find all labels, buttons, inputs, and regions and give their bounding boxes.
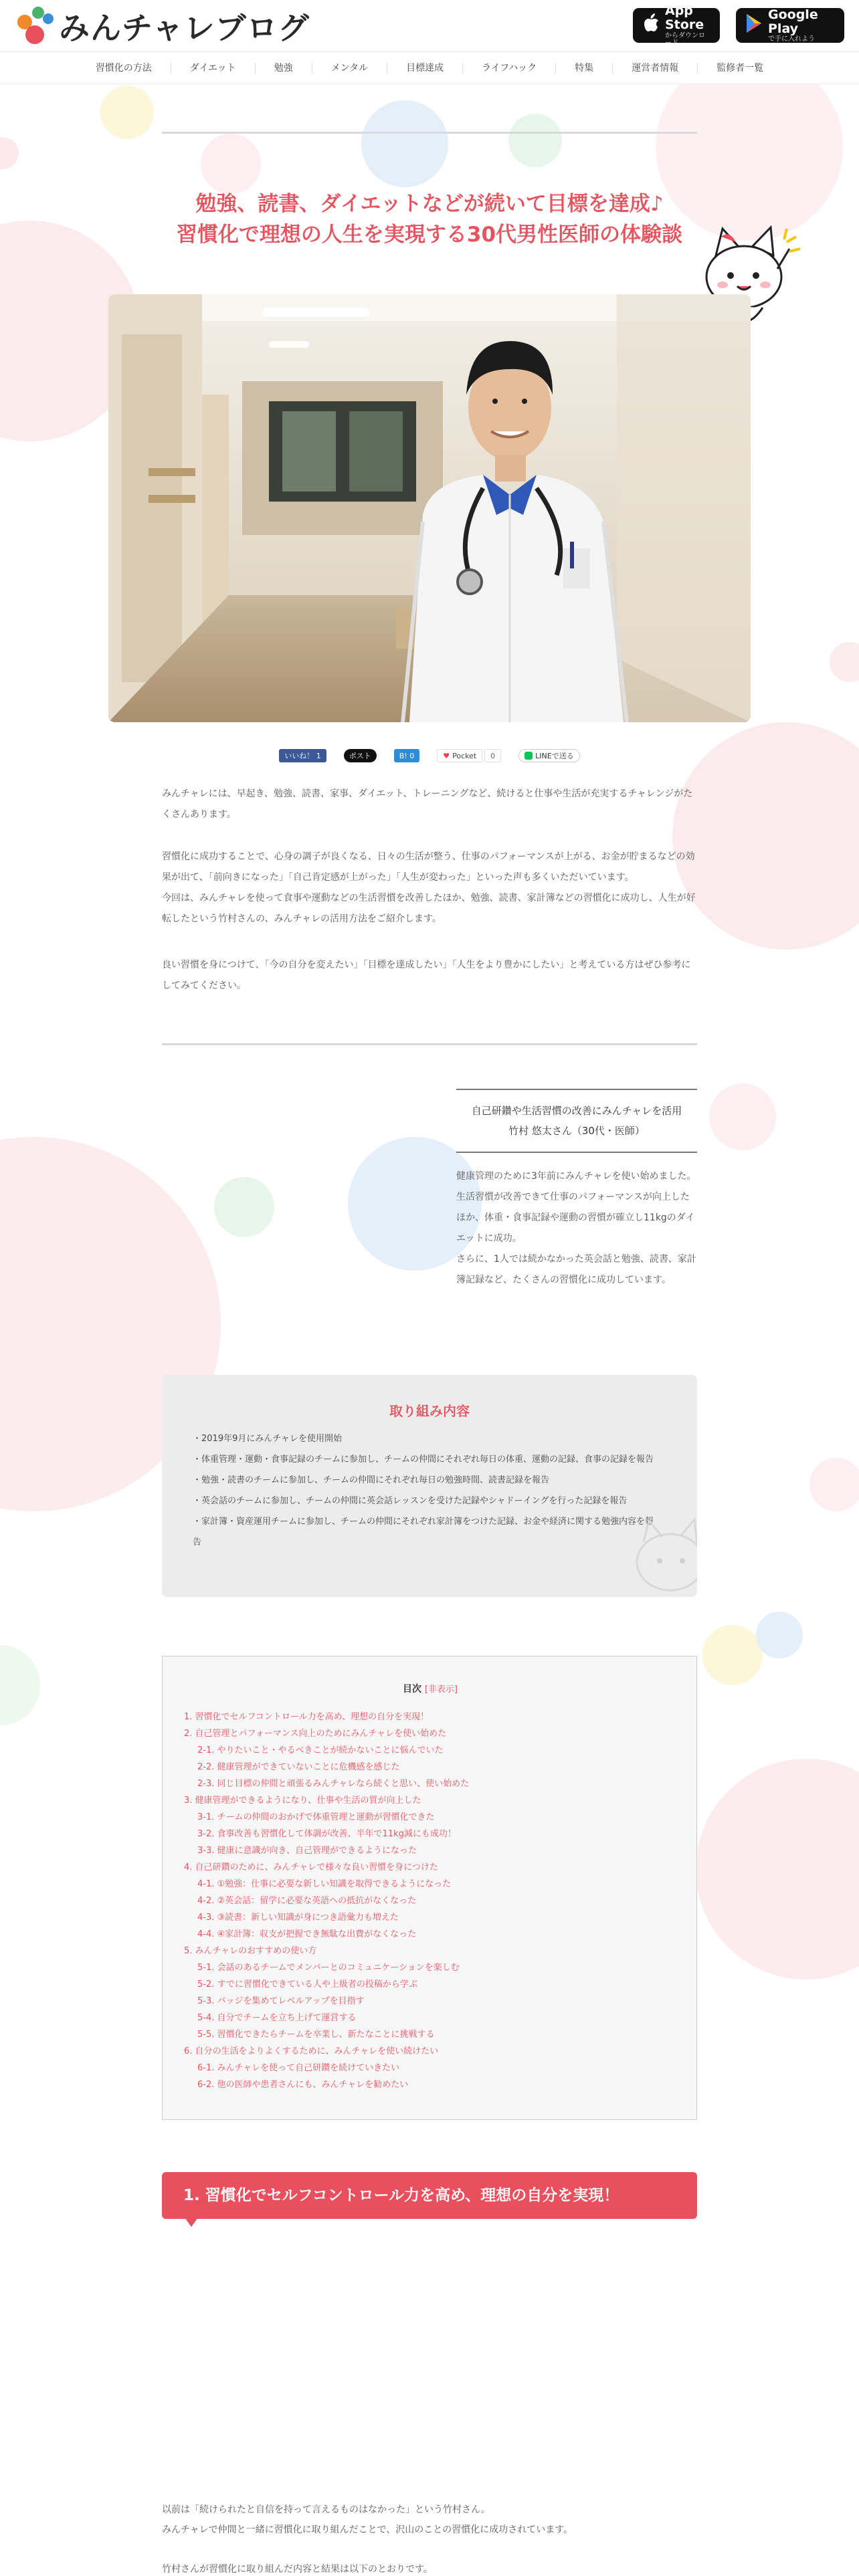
toc-link[interactable]: 4-3. ③読書：新しい知識が身につき語彙力も増えた xyxy=(197,1913,399,1923)
google-play-sublabel: で手に入れよう xyxy=(768,35,815,43)
profile-text-2: さらに、1人では続かなかった英会話と勉強、読書、家計簿記録など、たくさんの習慣化に成功しています。 xyxy=(456,1254,696,1285)
nav-item-lifehack[interactable]: ライフハック xyxy=(463,63,556,74)
toc-header xyxy=(163,1682,698,1695)
nav-item-goal[interactable]: 目標達成 xyxy=(387,63,463,74)
toc-link[interactable]: 3. 健康管理ができるようになり、仕事や生活の質が向上した xyxy=(184,1796,421,1806)
toc-link[interactable]: 2. 自己管理とパフォーマンス向上のためにみんチャレを使い始めた xyxy=(184,1729,447,1739)
app-store-label: App Store xyxy=(665,3,704,32)
nav-item-habit[interactable]: 習慣化の方法 xyxy=(77,63,171,74)
hero-photo xyxy=(108,294,751,722)
toc-link[interactable]: 2-2. 健康管理ができていないことに危機感を感じた xyxy=(197,1762,400,1772)
profile-name: 竹村 悠太さん（30代・医師） xyxy=(508,1125,645,1137)
toc-link[interactable]: 5. みんチャレのおすすめの使い方 xyxy=(184,1946,317,1956)
profile-heading: 自己研鑽や生活習慣の改善にみんチャレを活用 xyxy=(471,1105,682,1117)
nav-item-about[interactable]: 運営者情報 xyxy=(613,63,698,74)
pocket-label xyxy=(437,749,482,762)
effort-item: ・英会話のチームに参加し、チームの仲間に英会話レッスンを受けた記録やシャドーイングを行った記録を報告 xyxy=(193,1496,628,1506)
toc-link[interactable]: 6-1. みんチャレを使って自己研鑽を続けていきたい xyxy=(197,2063,400,2073)
article-title xyxy=(134,189,725,250)
effort-item: ・体重管理・運動・食事記録のチームに参加し、チームの仲間にそれぞれ毎日の体重、運動の記録、食事の記録を報告 xyxy=(193,1455,654,1465)
toc-link[interactable]: 6. 自分の生活をよりよくするために、みんチャレを使い続けたい xyxy=(184,2046,439,2056)
toc-list xyxy=(184,1709,679,2093)
profile-body xyxy=(456,1166,697,1291)
interviewee-profile xyxy=(456,1089,697,1291)
line-icon xyxy=(524,752,533,760)
nav-item-study[interactable]: 勉強 xyxy=(256,63,312,74)
effort-title: 取り組み内容 xyxy=(389,1403,470,1419)
effort-list xyxy=(193,1428,661,1553)
toc-link[interactable]: 4-1. ①勉強：仕事に必要な新しい知識を取得できるようになった xyxy=(197,1879,452,1889)
toc-link[interactable]: 4-4. ④家計簿：収支が把握でき無駄な出費がなくなった xyxy=(197,1929,417,1939)
site-logo[interactable] xyxy=(15,5,310,47)
profile-header xyxy=(456,1089,697,1153)
intro-paragraph-3: 今回は、みんチャレを使って食事や運動などの生活習慣を改善したほか、勉強、読書、家計簿などの習慣化に成功し、人生が好転したという竹村さんの、みんチャレの活用方法をご紹介します。 xyxy=(162,893,696,924)
google-play-label: Google Play xyxy=(768,7,818,36)
intro-paragraph-4: 良い習慣を身につけて、「今の自分を変えたい」「目標を達成したい」「人生をより豊かにしたい」と考えている方はぜひ参考にしてみてください。 xyxy=(162,960,691,991)
article-title-line1: 勉強、読書、ダイエットなどが続いて目標を達成♪ xyxy=(195,192,664,216)
pocket-icon: ♥ xyxy=(443,751,450,760)
toc-link[interactable]: 5-2. すでに習慣化できている人や上級者の投稿から学ぶ xyxy=(197,1979,417,1990)
effort-box xyxy=(162,1375,697,1597)
toc-link[interactable]: 4. 自己研鑽のために、みんチャレで様々な良い習慣を身につけた xyxy=(184,1862,438,1872)
intro-paragraph-2: 習慣化に成功することで、心身の調子が良くなる、日々の生活が整う、仕事のパフォーマンスが上がる、お金が貯まるなどの効果が出て、「前向きになった」「自己肯定感が上がった」「人生が変わった」といった声も多くいただいています。 xyxy=(162,851,695,883)
nav-item-feature[interactable]: 特集 xyxy=(556,63,613,74)
divider xyxy=(162,1043,697,1045)
toc-link[interactable]: 5-5. 習慣化できたらチームを卒業し、新たなことに挑戦する xyxy=(197,2030,435,2040)
line-send-button[interactable] xyxy=(518,749,580,762)
effort-item: ・2019年9月にみんチャレを使用開始 xyxy=(193,1434,342,1444)
nav-item-supervisors[interactable]: 監修者一覧 xyxy=(717,62,764,74)
line-send-label: LINEで送る xyxy=(535,752,574,760)
apple-icon xyxy=(642,13,660,38)
pocket-button[interactable] xyxy=(437,749,501,762)
hatena-bookmark-button[interactable]: B! 0 xyxy=(394,749,419,762)
section-heading: 1. 習慣化でセルフコントロール力を高め、理想の自分を実現！ xyxy=(162,2172,697,2219)
site-header xyxy=(0,0,859,52)
toc-link[interactable]: 2-1. やりたいこと・やるべきことが続かないことに悩んでいた xyxy=(197,1745,444,1755)
toc-link[interactable]: 5-1. 会話のあるチームでメンバーとのコミュニケーションを楽しむ xyxy=(197,1963,460,1973)
section-paragraph-3: 竹村さんが習慣化に取り組んだ内容と結果は以下のとおりです。 xyxy=(162,2564,433,2575)
x-post-button[interactable]: ポスト xyxy=(344,749,377,762)
google-play-icon xyxy=(745,13,763,38)
toc-title: 目次 xyxy=(402,1684,421,1695)
nav-item-mental[interactable]: メンタル xyxy=(312,63,387,74)
intro-paragraph-1: みんチャレには、早起き、勉強、読書、家事、ダイエット、トレーニングなど、続けると仕事や生活が充実するチャレンジがたくさんあります。 xyxy=(162,788,693,820)
heading-tail xyxy=(185,2218,198,2227)
google-play-button[interactable] xyxy=(736,8,844,43)
table-of-contents xyxy=(162,1656,697,2120)
logo-text: みんチャレブログ xyxy=(59,10,310,46)
profile-text-1: 健康管理のために3年前にみんチャレを使い始めました。生活習慣が改善できて仕事のパフォーマンスが向上したほか、体重・食事記録や運動の習慣が確立し11kgのダイエットに成功。 xyxy=(456,1171,696,1244)
toc-link[interactable]: 5-4. 自分でチームを立ち上げて運営する xyxy=(197,2013,357,2023)
toc-link[interactable]: 6-2. 他の医師や患者さんにも、みんチャレを勧めたい xyxy=(197,2080,409,2090)
toc-link[interactable]: 5-3. バッジを集めてレベルアップを目指す xyxy=(197,1996,365,2006)
toc-link[interactable]: 1. 習慣化でセルフコントロール力を高め、理想の自分を実現！ xyxy=(184,1712,430,1722)
mascot-watermark-icon xyxy=(624,1509,697,1597)
divider xyxy=(162,132,697,134)
share-buttons xyxy=(0,749,859,762)
effort-item: ・家計簿・資産運用チームに参加し、チームの仲間にそれぞれ家計簿をつけた記録、お金や経済に関する勉強内容を報告 xyxy=(193,1517,654,1547)
toc-link[interactable]: 3-3. 健康に意識が向き、自己管理ができるようになった xyxy=(197,1846,417,1856)
pocket-text: Pocket xyxy=(452,751,477,760)
main-navigation xyxy=(0,52,859,84)
logo-mark-icon xyxy=(15,5,58,47)
toc-link[interactable]: 3-2. 食事改善も習慣化して体調が改善、半年で11kg減にも成功！ xyxy=(197,1829,456,1839)
toc-link[interactable]: 4-2. ②英会話：留学に必要な英語への抵抗がなくなった xyxy=(197,1896,417,1906)
toc-hide-toggle[interactable]: [非表示] xyxy=(424,1685,458,1695)
app-store-sublabel: からダウンロード xyxy=(665,31,705,47)
toc-link[interactable]: 2-3. 同じ目標の仲間と頑張るみんチャレなら続くと思い、使い始めた xyxy=(197,1779,470,1789)
app-store-button[interactable] xyxy=(633,3,720,47)
nav-item-diet[interactable]: ダイエット xyxy=(171,63,256,74)
toc-link[interactable]: 3-1. チームの仲間のおかげで体重管理と運動が習慣化できた xyxy=(197,1812,435,1822)
pocket-count: 0 xyxy=(484,749,501,762)
section-paragraph-1: 以前は「続けられたと自信を持って言えるものはなかった」という竹村さん。 xyxy=(162,2504,490,2515)
article-title-line2: 習慣化で理想の人生を実現する30代男性医師の体験談 xyxy=(176,223,683,247)
facebook-like-button[interactable]: いいね！ 1 xyxy=(279,749,326,762)
effort-item: ・勉強・読書のチームに参加し、チームの仲間にそれぞれ毎日の勉強時間、読書記録を報告 xyxy=(193,1475,550,1485)
section-paragraph-2: みんチャレで仲間と一緒に習慣化に取り組んだことで、沢山のことの習慣化に成功されています。 xyxy=(162,2525,573,2535)
